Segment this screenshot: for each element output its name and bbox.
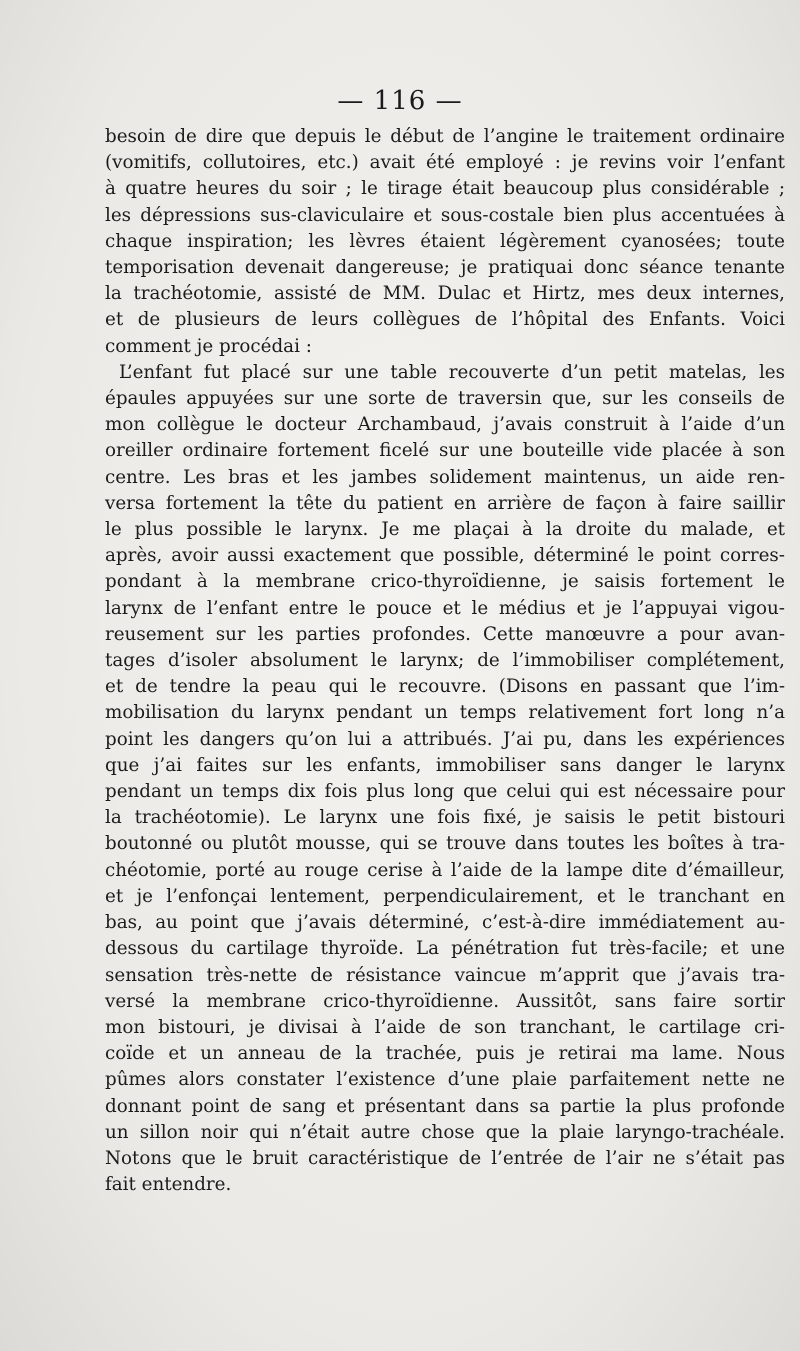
text-line: mobilisation du larynx pendant un temps relativement fort long n’a <box>105 702 785 724</box>
text-line: la trachéotomie). Le larynx une fois fixé, je saisis le petit bistouri <box>105 807 785 829</box>
text-line: tages d’isoler absolument le larynx; de l’immobiliser complétement, <box>105 650 785 672</box>
text-line: temporisation devenait dangereuse; je pratiquai donc séance tenante <box>105 257 785 279</box>
text-line: boutonné ou plutôt mousse, qui se trouve dans toutes les boîtes à tra- <box>105 833 785 855</box>
text-line: et de tendre la peau qui le recouvre. (Disons en passant que l’im- <box>105 676 785 698</box>
text-line: et je l’enfonçai lentement, perpendiculairement, et le tranchant en <box>105 885 785 907</box>
text-line: chéotomie, porté au rouge cerise à l’aide de la lampe dite d’émailleur, <box>105 859 785 881</box>
text-line: le plus possible le larynx. Je me plaçai à la droite du malade, et <box>105 519 785 541</box>
text-line: la trachéotomie, assisté de MM. Dulac et Hirtz, mes deux internes, <box>105 283 785 305</box>
text-line: dessous du cartilage thyroïde. La pénétration fut très-facile; et une <box>105 938 785 960</box>
text-line: à quatre heures du soir ; le tirage était beaucoup plus considérable ; <box>105 178 785 200</box>
text-line: mon bistouri, je divisai à l’aide de son tranchant, le cartilage cri- <box>105 1016 785 1038</box>
text-line: larynx de l’enfant entre le pouce et le médius et je l’appuyai vigou- <box>105 597 785 619</box>
text-line: pûmes alors constater l’existence d’une plaie parfaitement nette ne <box>105 1069 785 1091</box>
text-line: que j’ai faites sur les enfants, immobiliser sans danger le larynx <box>105 754 785 776</box>
text-line: sensation très-nette de résistance vaincue m’apprit que j’avais tra- <box>105 964 785 986</box>
text-line: pendant un temps dix fois plus long que celui qui est nécessaire pour <box>105 781 785 803</box>
text-line: L’enfant fut placé sur une table recouverte d’un petit matelas, les <box>119 361 785 383</box>
text-line: besoin de dire que depuis le début de l’angine le traitement ordinaire <box>105 126 785 147</box>
text-line: versa fortement la tête du patient en arrière de façon à faire saillir <box>105 492 785 514</box>
text-line: centre. Les bras et les jambes solidement maintenus, un aide ren- <box>105 466 785 488</box>
text-line: (vomitifs, collutoires, etc.) avait été employé : je revins voir l’enfant <box>105 152 785 174</box>
text-line: épaules appuyées sur une sorte de traversin que, sur les conseils de <box>105 388 785 410</box>
text-line: et de plusieurs de leurs collègues de l’hôpital des Enfants. Voici <box>105 309 785 331</box>
text-line: comment je procédai : <box>105 335 312 357</box>
text-line: bas, au point que j’avais déterminé, c’est-à-dire immédiatement au- <box>105 912 785 934</box>
text-line: mon collègue le docteur Archambaud, j’avais construit à l’aide d’un <box>105 414 785 436</box>
text-line: les dépressions sus-claviculaire et sous-costale bien plus accentuées à <box>105 204 785 226</box>
text-line: après, avoir aussi exactement que possible, déterminé le point corres- <box>105 545 785 567</box>
text-line: versé la membrane crico-thyroïdienne. Aussitôt, sans faire sortir <box>105 990 785 1012</box>
page-number: — 116 — <box>337 86 463 116</box>
text-line: Notons que le bruit caractéristique de l’entrée de l’air ne s’était pas <box>105 1147 785 1169</box>
text-line: coïde et un anneau de la trachée, puis je retirai ma lame. Nous <box>105 1043 785 1065</box>
text-line: chaque inspiration; les lèvres étaient légèrement cyanosées; toute <box>105 230 785 252</box>
text-line: un sillon noir qui n’était autre chose que la plaie laryngo-trachéale. <box>105 1121 785 1143</box>
text-line: oreiller ordinaire fortement ficelé sur une bouteille vide placée à son <box>105 440 785 462</box>
text-line: reusement sur les parties profondes. Cette manœuvre a pour avan- <box>105 623 785 645</box>
text-line: pondant à la membrane crico-thyroïdienne, je saisis fortement le <box>105 571 785 593</box>
text-line: point les dangers qu’on lui a attribués. J’ai pu, dans les expériences <box>105 728 785 750</box>
body-text <box>105 124 785 1198</box>
text-line: donnant point de sang et présentant dans sa partie la plus profonde <box>105 1095 785 1117</box>
text-line: fait entendre. <box>105 1174 232 1196</box>
